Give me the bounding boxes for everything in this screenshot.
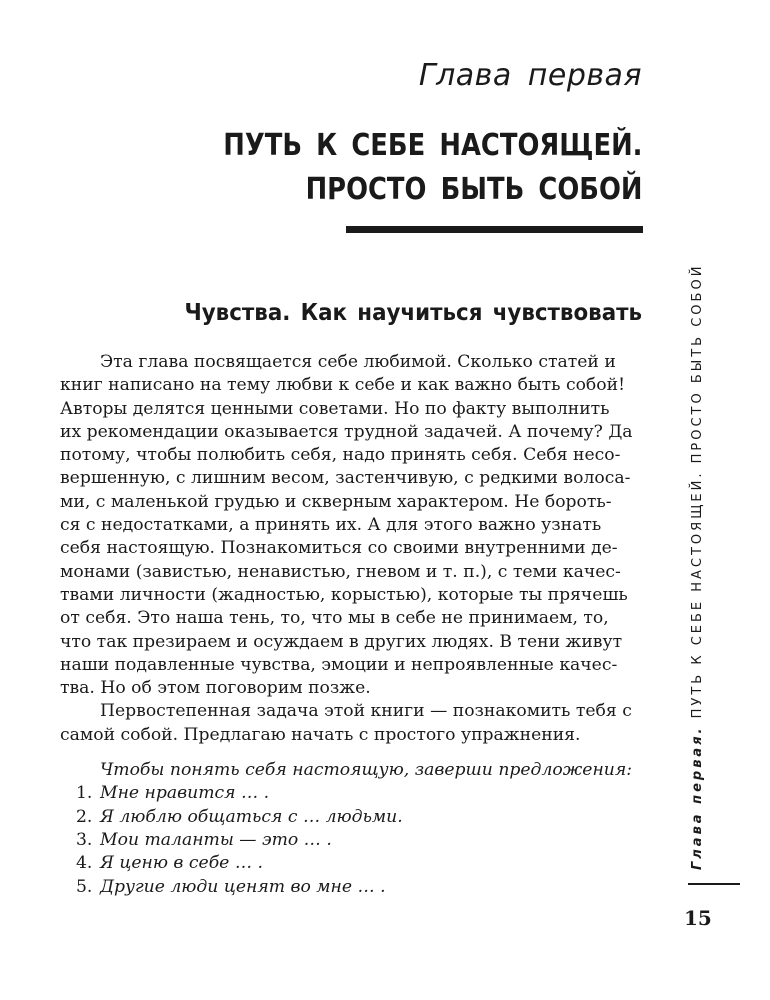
list-item (60, 852, 643, 875)
list-item (60, 806, 643, 829)
paragraph-1-line: наши подавленные чувства, эмоции и непроявленные качес- (60, 654, 618, 675)
paragraph-1-line: ся с недостатками, а принять их. А для этого важно узнать (60, 515, 602, 536)
footer-rule (688, 883, 740, 885)
list-item-number: 4. (76, 853, 93, 874)
page-number: 15 (684, 906, 712, 930)
chapter-label: Глава первая (418, 58, 642, 93)
running-head-chapter: Глава первая. (690, 725, 705, 870)
list-item-text: Я люблю общаться с … людьми. (100, 806, 403, 827)
list-item-text: Мои таланты — это … . (100, 829, 332, 850)
running-head-title: ПУТЬ К СЕБЕ НАСТОЯЩЕЙ. ПРОСТО БЫТЬ СОБОЙ (690, 263, 705, 719)
chapter-title (223, 124, 642, 212)
paragraph-1-line: монами (завистью, ненавистью, гневом и т. п.), с теми качес- (60, 561, 621, 582)
paragraph-1-line: твами личности (жадностью, корыстью), которые ты прячешь (60, 584, 628, 605)
list-item-text: Мне нравится … . (100, 783, 270, 804)
list-item-number: 2. (76, 806, 93, 827)
paragraph-1-line: от себя. Это наша тень, то, что мы в себе не принимаем, то, (60, 608, 609, 629)
chapter-title-line-1: ПУТЬ К СЕБЕ НАСТОЯЩЕЙ. (222, 128, 642, 163)
paragraph-1-line: себя настоящую. Познакомиться со своими внутренними де- (60, 538, 618, 559)
running-head (683, 263, 713, 870)
exercise-list (60, 782, 643, 898)
section-heading: Чувства. Как научиться чувствовать (184, 300, 642, 326)
paragraph-1-line: ми, с маленькой грудью и скверным характером. Не бороть- (60, 491, 612, 512)
paragraph-1-line: Авторы делятся ценными советами. Но по факту выполнить (60, 398, 610, 419)
paragraph-1-line: книг написано на тему любви к себе и как важно быть собой! (60, 375, 625, 396)
list-item-number: 1. (76, 783, 93, 804)
paragraph-1-line: Эта глава посвящается себе любимой. Сколько статей и (100, 352, 616, 372)
list-item-number: 3. (76, 829, 93, 850)
paragraph-2-line: самой собой. Предлагаю начать с простого упражнения. (60, 724, 581, 745)
paragraph-2 (60, 700, 643, 747)
list-item-number: 5. (76, 876, 93, 897)
paragraph-1-line: что так презираем и осуждаем в других людях. В тени живут (60, 631, 623, 652)
list-item-text: Другие люди ценят во мне … . (100, 876, 386, 897)
running-head-text (683, 263, 713, 870)
paragraph-1-line: потому, чтобы полюбить себя, надо принять себя. Себя несо- (60, 445, 621, 466)
paragraph-2-line: Первостепенная задача этой книги — познакомить тебя с (100, 701, 632, 722)
chapter-title-rule (346, 226, 643, 233)
list-item (60, 829, 643, 852)
chapter-title-line-2: ПРОСТО БЫТЬ СОБОЙ (305, 172, 642, 207)
list-item (60, 782, 643, 805)
paragraph-1-line: тва. Но об этом поговорим позже. (60, 678, 371, 699)
paragraph-1-line: их рекомендации оказывается трудной задачей. А почему? Да (60, 421, 633, 442)
paragraph-1 (60, 351, 643, 700)
exercise-intro: Чтобы понять себя настоящую, заверши предложения: (100, 760, 633, 781)
list-item (60, 876, 643, 899)
list-item-text: Я ценю в себе … . (100, 853, 263, 874)
paragraph-1-line: вершенную, с лишним весом, застенчивую, с редкими волоса- (60, 468, 631, 489)
body-text (60, 351, 643, 899)
